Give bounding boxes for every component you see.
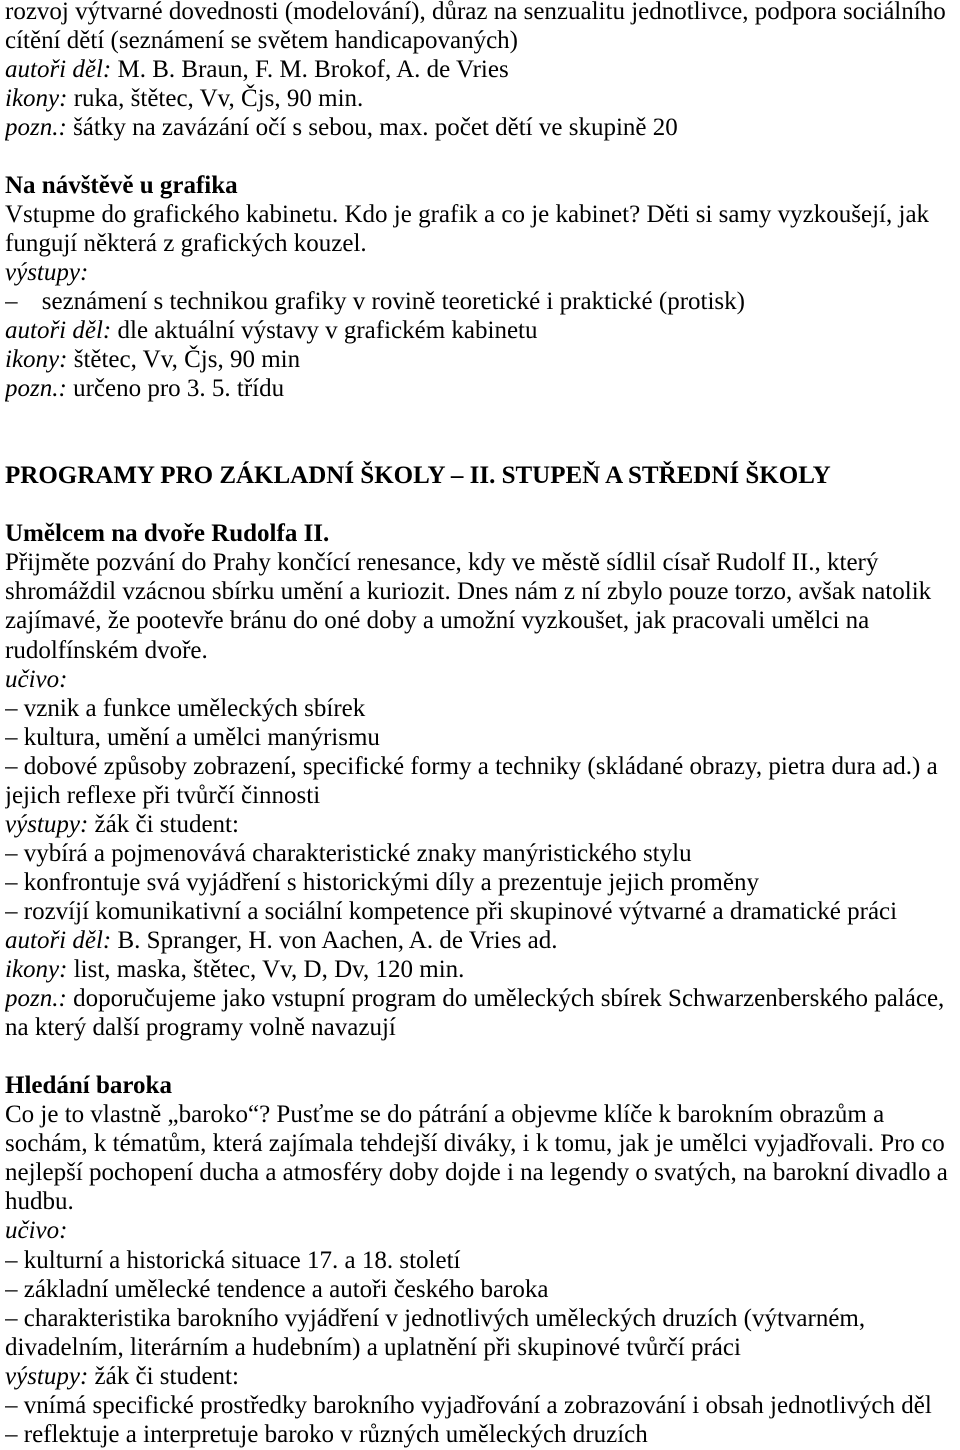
program-note bbox=[5, 984, 960, 1013]
curriculum-label: učivo: bbox=[5, 1217, 68, 1245]
bullet-dash: – bbox=[5, 897, 18, 925]
authors-value: B. Spranger, H. von Aachen, A. de Vries ad. bbox=[117, 927, 558, 954]
outcome-item bbox=[5, 1420, 960, 1449]
outcome-text: konfrontuje svá vyjádření s historickými díly a prezentuje jejich proměny bbox=[23, 868, 759, 896]
note-label: pozn.: bbox=[5, 375, 67, 403]
intro-note bbox=[5, 113, 960, 142]
bullet-dash: – bbox=[5, 1275, 18, 1303]
blank-spacer bbox=[5, 1042, 960, 1071]
outcomes-heading bbox=[5, 258, 960, 287]
program-icons bbox=[5, 345, 960, 374]
outcomes-heading bbox=[5, 810, 960, 839]
curriculum-item-continuation: jejich reflexe při tvůrčí činnosti bbox=[5, 781, 321, 809]
bullet-dash: – bbox=[5, 694, 18, 722]
curriculum-item bbox=[5, 1304, 960, 1333]
outcome-item bbox=[5, 897, 960, 926]
curriculum-item-continuation: divadelním, literárním a hudebním) a uplatnění při skupinové tvůrčí práci bbox=[5, 1333, 741, 1361]
curriculum-text: dobové způsoby zobrazení, specifické formy a techniky (skládané obrazy, pietra dura ad.) a bbox=[23, 752, 938, 780]
outcomes-label: výstupy: bbox=[5, 1362, 89, 1390]
program-title: Na návštěvě u grafika bbox=[5, 171, 238, 199]
icons-value: štětec, Vv, Čjs, 90 min bbox=[73, 346, 301, 374]
bullet-dash: – bbox=[5, 1391, 18, 1419]
program-note-continuation: na který další programy volně navazují bbox=[5, 1014, 396, 1042]
bullet-dash: – bbox=[5, 1304, 18, 1332]
bullet-dash: – bbox=[5, 723, 18, 751]
outcome-item bbox=[5, 287, 960, 316]
program-title: Hledání baroka bbox=[5, 1072, 172, 1100]
program-title: Umělcem na dvoře Rudolfa II. bbox=[5, 520, 330, 548]
section-heading: PROGRAMY PRO ZÁKLADNÍ ŠKOLY – II. STUPEŇ A STŘEDNÍ ŠKOLY bbox=[5, 462, 831, 490]
program-authors bbox=[5, 926, 960, 955]
bullet-dash: – bbox=[5, 1246, 18, 1274]
outcome-text: seznámení s technikou grafiky v rovině teoretické i praktické (protisk) bbox=[41, 287, 745, 315]
icons-label: ikony: bbox=[5, 346, 68, 374]
outcome-item bbox=[5, 1391, 960, 1420]
icons-label: ikony: bbox=[5, 84, 68, 112]
program-description-line: zajímavé, že pootevře bránu do oné doby a umožní vyzkoušet, jak pracovali umělci na bbox=[5, 607, 870, 635]
program-authors bbox=[5, 316, 960, 345]
intro-description-line: cítění dětí (seznámení se světem handicapovaných) bbox=[5, 26, 518, 54]
program-description-line: fungují některá z grafických kouzel. bbox=[5, 229, 367, 257]
program-description-line: hudbu. bbox=[5, 1188, 74, 1216]
authors-label: autoři děl: bbox=[5, 55, 112, 83]
curriculum-item bbox=[5, 1246, 960, 1275]
program-icons bbox=[5, 955, 960, 984]
program-description-line: nejlepší pochopení ducha a atmosféry doby dojde i na legendy o svatých, na barokní divadlo a bbox=[5, 1159, 948, 1187]
outcomes-label: výstupy: bbox=[5, 810, 89, 838]
note-label: pozn.: bbox=[5, 113, 67, 141]
outcome-text: vybírá a pojmenovává charakteristické znaky manýristického stylu bbox=[23, 839, 692, 867]
authors-value: M. B. Braun, F. M. Brokof, A. de Vries bbox=[117, 55, 509, 83]
outcomes-heading bbox=[5, 1362, 960, 1391]
program-description-line: rudolfínském dvoře. bbox=[5, 636, 208, 664]
program-description-line: sochám, k tématům, která zajímala tehdejší diváky, i k tomu, jak je umělci vyjadřovali. Pro co bbox=[5, 1130, 945, 1158]
outcomes-audience: žák či student: bbox=[94, 1362, 239, 1390]
icons-value: ruka, štětec, Vv, Čjs, 90 min. bbox=[73, 84, 364, 112]
blank-spacer bbox=[5, 403, 960, 432]
note-value: určeno pro 3. 5. třídu bbox=[73, 375, 285, 403]
outcomes-label: výstupy: bbox=[5, 258, 89, 286]
intro-authors bbox=[5, 55, 960, 84]
curriculum-heading bbox=[5, 1216, 960, 1245]
intro-description-line: rozvoj výtvarné dovednosti (modelování), důraz na senzualitu jednotlivce, podpora sociálního bbox=[5, 0, 946, 25]
bullet-dash: – bbox=[5, 868, 18, 896]
bullet-dash: – bbox=[5, 1420, 18, 1448]
authors-label: autoři děl: bbox=[5, 317, 112, 345]
outcome-text: vnímá specifické prostředky barokního vyjadřování a zobrazování i obsah jednotlivých děl bbox=[23, 1391, 932, 1419]
program-note bbox=[5, 374, 960, 403]
outcome-item bbox=[5, 868, 960, 897]
program-description-line: Vstupme do grafického kabinetu. Kdo je grafik a co je kabinet? Děti si samy vyzkoušejí, jak bbox=[5, 200, 930, 228]
curriculum-item bbox=[5, 752, 960, 781]
note-value: doporučujeme jako vstupní program do uměleckých sbírek Schwarzenberského paláce, bbox=[73, 985, 945, 1013]
intro-icons bbox=[5, 84, 960, 113]
authors-label: autoři děl: bbox=[5, 927, 112, 954]
curriculum-text: kultura, umění a umělci manýrismu bbox=[23, 723, 380, 751]
icons-label: ikony: bbox=[5, 956, 68, 984]
outcome-text: reflektuje a interpretuje baroko v různých uměleckých druzích bbox=[23, 1420, 648, 1448]
outcome-text: rozvíjí komunikativní a sociální kompetence při skupinové výtvarné a dramatické práci bbox=[23, 897, 898, 925]
authors-value: dle aktuální výstavy v grafickém kabinetu bbox=[117, 317, 538, 345]
curriculum-item bbox=[5, 723, 960, 752]
curriculum-text: základní umělecké tendence a autoři českého baroka bbox=[23, 1275, 549, 1303]
curriculum-heading bbox=[5, 665, 960, 694]
curriculum-item bbox=[5, 1275, 960, 1304]
program-description-line: Co je to vlastně „baroko“? Pusťme se do pátrání a objevme klíče k barokním obrazům a bbox=[5, 1101, 885, 1129]
note-label: pozn.: bbox=[5, 985, 67, 1013]
curriculum-item bbox=[5, 694, 960, 723]
blank-spacer bbox=[5, 490, 960, 519]
curriculum-text: charakteristika barokního vyjádření v jednotlivých uměleckých druzích (výtvarném, bbox=[23, 1304, 866, 1332]
icons-value: list, maska, štětec, Vv, D, Dv, 120 min. bbox=[73, 956, 465, 984]
outcome-item bbox=[5, 839, 960, 868]
bullet-dash: – bbox=[5, 752, 18, 780]
curriculum-text: kulturní a historická situace 17. a 18. století bbox=[23, 1246, 461, 1274]
curriculum-text: vznik a funkce uměleckých sbírek bbox=[23, 694, 366, 722]
document-content bbox=[5, 0, 960, 1449]
bullet-dash: – bbox=[5, 287, 18, 315]
program-description-line: Přijměte pozvání do Prahy končící renesance, kdy ve městě sídlil císař Rudolf II., který bbox=[5, 549, 879, 577]
note-value: šátky na zavázání očí s sebou, max. počet dětí ve skupině 20 bbox=[73, 113, 678, 141]
blank-spacer bbox=[5, 432, 960, 461]
curriculum-label: učivo: bbox=[5, 665, 68, 693]
blank-spacer bbox=[5, 142, 960, 171]
bullet-dash: – bbox=[5, 839, 18, 867]
outcomes-audience: žák či student: bbox=[94, 810, 239, 838]
program-description-line: shromáždil vzácnou sbírku umění a kuriozit. Dnes nám z ní zbylo pouze torzo, avšak natolik bbox=[5, 578, 932, 606]
